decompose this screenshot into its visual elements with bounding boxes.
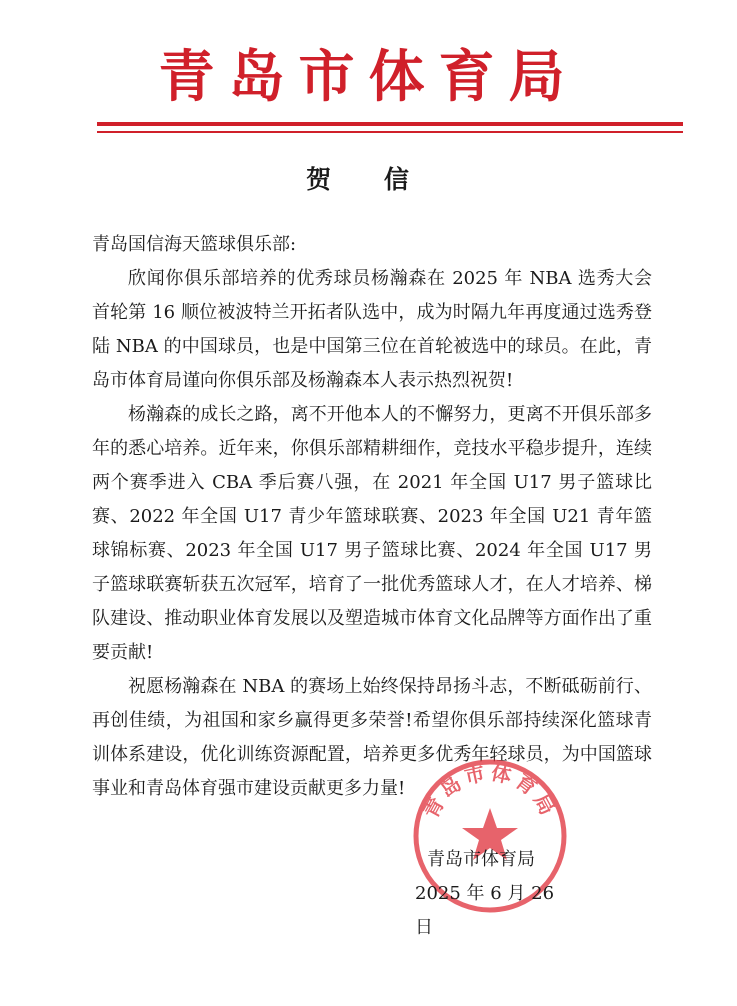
seal-text: 青岛市体育局 [418,760,562,823]
signature-organization: 青岛市体育局 [427,849,535,870]
salutation: 青岛国信海天篮球俱乐部: [92,234,297,255]
document-title: 贺 信 [306,165,431,194]
signature-date: 2025 年 6 月 26 日 [415,883,555,938]
letterhead-title: 青岛市体育局 [158,45,579,110]
paragraph-2: 杨瀚森的成长之路，离不开他本人的不懈努力，更离不开俱乐部多年的悉心培养。近年来，你俱乐部精耕细作，竞技水平稳步提升，连续两个赛季进入 CBA 季后赛八强，在 2021 年全国 U17 男子篮球比赛、2022 年全国 U17 青少年篮球联赛、2023 年全国 U21 青年篮球锦标赛、2023 年全国 U17 男子篮球比赛、2024 年全国 U17 男子篮球联赛斩获五次冠军，培育了一批优秀篮球人才，在人才培养、梯队建设、推动职业体育发展以及塑造城市体育文化品牌等方面作出了重要贡献! [92,404,652,663]
signature-block [415,843,575,945]
paragraph-1: 欣闻你俱乐部培养的优秀球员杨瀚森在 2025 年 NBA 选秀大会首轮第 16 顺位被波特兰开拓者队选中，成为时隔九年再度通过选秀登陆 NBA 的中国球员，也是中国第三位在首轮被选中的球员。在此，青岛市体育局谨向你俱乐部及杨瀚森本人表示热烈祝贺! [92,268,652,391]
letter-body [92,228,652,806]
paragraph-3: 祝愿杨瀚森在 NBA 的赛场上始终保持昂扬斗志，不断砥砺前行、再创佳绩，为祖国和家乡赢得更多荣誉!希望你俱乐部持续深化篮球青训体系建设，优化训练资源配置，培养更多优秀年轻球员，为中国篮球事业和青岛体育强市建设贡献更多力量! [92,676,652,799]
letterhead-rule-thin [97,131,683,133]
letterhead-rule-thick [97,122,683,126]
